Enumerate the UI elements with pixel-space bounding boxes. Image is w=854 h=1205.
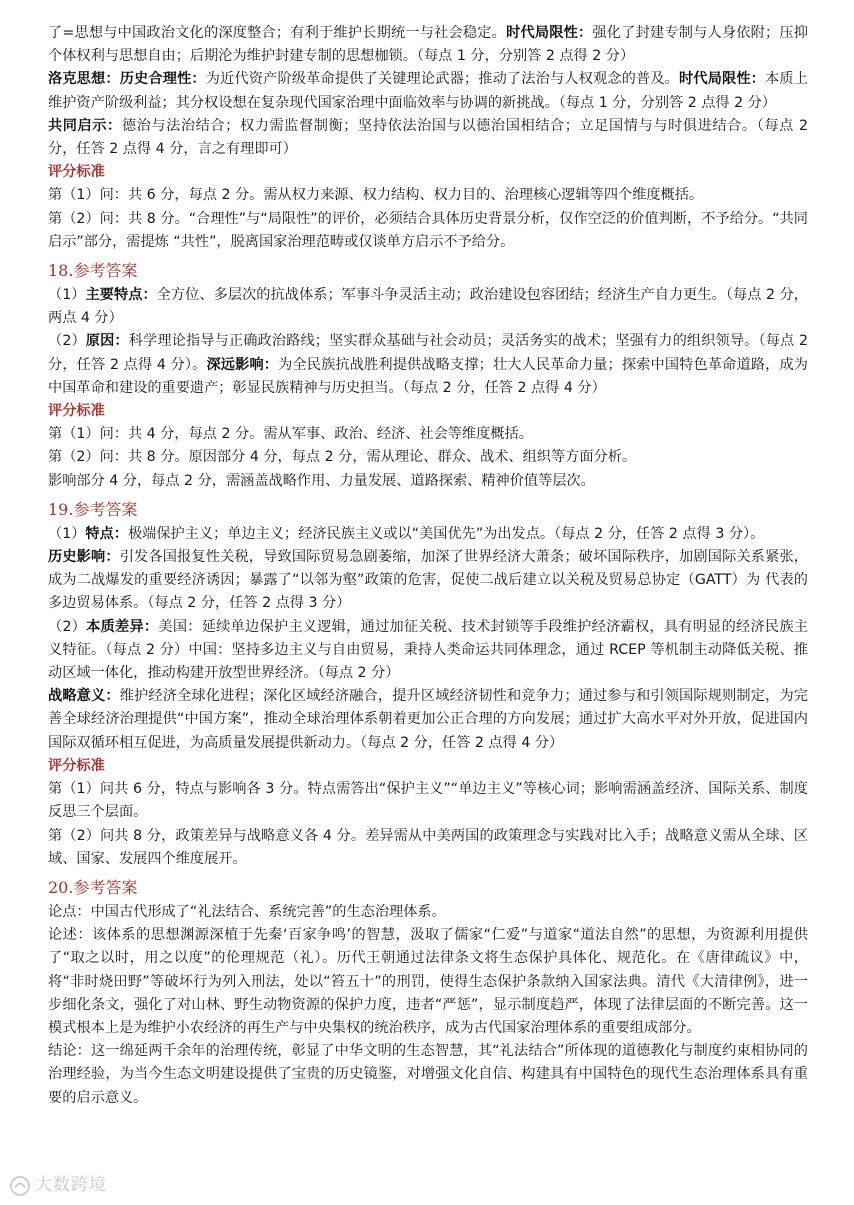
bold-label: 特点： (85, 525, 128, 542)
paragraph (48, 208, 808, 254)
paragraph (48, 778, 808, 824)
text-run: 为近代资产阶级革命提供了关键理论武器；推动了法治与人权观念的普及。 (205, 71, 680, 88)
paragraph (48, 825, 808, 871)
bold-label: 主要特点： (85, 287, 157, 304)
paragraph (48, 284, 808, 330)
text-run: 影响部分 4 分，每点 2 分，需涵盖战略作用、力量发展、道路探索、精神价值等层次。 (48, 472, 595, 489)
text-run: 科学理论指导与正确政治路线；坚实群众基础与社会动员；灵活务实的战术；坚强有力的组织领导。（每点 2 分，任答 2 点得 4 分）。 (48, 333, 808, 373)
text-run: 引发各国报复性关税，导致国际贸易急剧萎缩，加深了世界经济大萧条；破坏国际秩序，加剧国际关系紧张，成为二战爆发的重要经济诱因；暴露了“以邻为壑”政策的危害，促使二战后建立以关税及贸易总协定（GATT）为 代表的多边贸易体系。（每点 2 分，任答 2 点得 3 分） (48, 549, 808, 612)
text-run: 第（2）问：共 8 分。原因部分 4 分，每点 2 分，需从理论、群众、战术、组织等方面分析。 (48, 449, 637, 466)
bold-label: 战略意义： (48, 688, 120, 705)
text-run: 结论：这一绵延两千余年的治理传统，彰显了中华文明的生态智慧，其“礼法结合”所体现的道德教化与制度约束相协同的治理经验，为当今生态文明建设提供了宝贵的历史镜鉴，对增强文化自信、构建具有中国特色的现代生态治理体系具有重要的启示意义。 (48, 1043, 808, 1106)
text-run: 论点：中国古代形成了“礼法结合、系统完善”的生态治理体系。 (48, 903, 446, 920)
paragraph (48, 470, 808, 493)
text-run: 为全民族抗战胜利提供战略支撑；壮大人民革命力量；探索中国特色革命道路，成为中国革命和建设的重要遗产；彰显民族精神与历史担当。（每点 2 分，任答 2 点得 4 分） (48, 356, 808, 396)
paragraph (48, 446, 808, 469)
bold-label: 洛克思想： (48, 71, 120, 88)
text-run: 第（2）问：共 8 分。“合理性”与“局限性”的评价，必须结合具体历史背景分析，仅作空泛的价值判断，不予给分。“共同启示”部分，需提炼 “共性”，脱离国家治理范畴或仅谈单方启示不予给分。 (48, 210, 808, 250)
bold-label: 原因： (85, 333, 129, 350)
brand-logo-icon (9, 1175, 31, 1197)
text-run: （1） (48, 525, 86, 542)
section-heading: 19.参考答案 (48, 499, 138, 519)
text-run: 第（1）问共 6 分，特点与影响各 3 分。特点需答出“保护主义”“单边主义”等核心词；影响需涵盖经济、国际关系、制度反思三个层面。 (48, 781, 808, 821)
watermark-text: 大数跨境 (35, 1175, 107, 1195)
paragraph (48, 1040, 808, 1110)
bold-label: 历史影响： (48, 549, 120, 566)
text-run: 论述：该体系的思想渊源深植于先秦‘百家争鸣’的智慧，汲取了儒家“仁爱”与道家“道法自然”的思想，为资源利用提供了“取之以时，用之以度”的伦理规范（礼）。历代王朝通过法律条文将生态保护具体化、规范化。在《唐律疏议》中，将“非时烧田野”等破坏行为列入刑法，处以“笞五十”的刑罚，使得生态保护条款纳入国家法典。清代《大清律例》，进一步细化条文，强化了对山林、野生动物资源的保护力度，违者“严惩”，显示制度趋严，体现了法律层面的不断完善。这一模式根本上是为维护小农经济的再生产与中央集权的统治秩序，成为古代国家治理体系的重要组成部分。 (48, 927, 808, 1036)
scoring-criteria-heading: 评分标准 (48, 757, 105, 774)
text-run: 第（1）问：共 4 分，每点 2 分。需从军事、政治、经济、社会等维度概括。 (48, 426, 533, 443)
text-run: 第（1）问：共 6 分，每点 2 分。需从权力来源、权力结构、权力目的、治理核心逻辑等四个维度概括。 (48, 187, 704, 204)
bold-label: 共同启示： (48, 117, 122, 134)
paragraph (48, 423, 808, 446)
paragraph (48, 901, 808, 924)
paragraph (48, 924, 808, 1040)
paragraph (48, 68, 808, 114)
scoring-criteria-heading: 评分标准 (48, 403, 105, 420)
text-run: 维护经济全球化进程；深化区域经济融合，提升区域经济韧性和竞争力；通过参与和引领国际规则制定，为完善全球经济治理提供“中国方案”，推动全球治理体系朝着更加公正合理的方向发展；通过扩大高水平对外开放，促进国内国际双循环相互促进，为高质量发展提供新动力。（每点 2 分，任答 2 点得 4 分） (48, 688, 808, 751)
bold-label: 时代局限性： (506, 25, 593, 41)
text-run: 美国：延续单边保护主义逻辑，通过加征关税、技术封锁等手段维护经济霸权，具有明显的经济民族主义特征。（每点 2 分）中国：坚持多边主义与自由贸易，秉持人类命运共同体理念，通过 RCEP 等机制主动降低关税、推动区域一体化，推动构建开放型世界经济。（每点 2 分） (48, 618, 808, 682)
section-heading: 18.参考答案 (48, 261, 138, 281)
paragraph (48, 22, 808, 68)
text-run: 了=思想与中国政治文化的深度整合；有利于维护长期统一与社会稳定。 (48, 25, 507, 41)
paragraph (48, 115, 808, 161)
paragraph (48, 523, 808, 546)
scoring-criteria-heading: 评分标准 (48, 164, 105, 181)
bold-label: 深远影响： (206, 356, 279, 373)
watermark (9, 1174, 107, 1197)
paragraph (48, 546, 808, 616)
paragraph (48, 685, 808, 755)
text-run: 德治与法治结合；权力需监督制衡；坚持依法治国与以德治国相结合；立足国情与与时俱进结合。（每点 2 分，任答 2 点得 4 分，言之有理即可） (48, 117, 808, 158)
paragraph (48, 330, 808, 400)
section-heading: 20.参考答案 (48, 877, 138, 897)
text-run: 第（2）问共 8 分，政策差异与战略意义各 4 分。差异需从中美两国的政策理念与实践对比入手；战略意义需从全球、区域、国家、发展四个维度展开。 (48, 827, 808, 867)
bold-label: 本质差异： (86, 618, 159, 635)
bold-label: 历史合理性： (119, 71, 206, 88)
bold-label: 时代局限性： (679, 71, 766, 88)
text-run: 强化了封建专制与人身依附；压抑个体权利与思想自由；后期沦为维护封建专制的思想枷锁。（每点 1 分，分别答 2 点得 2 分） (48, 25, 808, 65)
text-run: 极端保护主义；单边主义；经济民族主义或以“美国优先”为出发点。（每点 2 分，任答 2 点得 3 分）。 (127, 525, 765, 542)
text-run: 本质上维护资产阶级利益；其分权设想在复杂现代国家治理中面临效率与协调的新挑战。（每点 1 分，分别答 2 点得 2 分） (48, 71, 808, 111)
text-run: （1） (48, 287, 86, 304)
paragraph (48, 616, 808, 686)
text-run: （2） (48, 618, 87, 635)
document-body (48, 22, 808, 1110)
text-run: 全方位、多层次的抗战体系；军事斗争灵活主动；政治建设包容团结；经济生产自力更生。（每点 2 分，两点 4 分） (48, 287, 808, 327)
text-run: （2） (48, 333, 86, 350)
paragraph (48, 184, 808, 207)
